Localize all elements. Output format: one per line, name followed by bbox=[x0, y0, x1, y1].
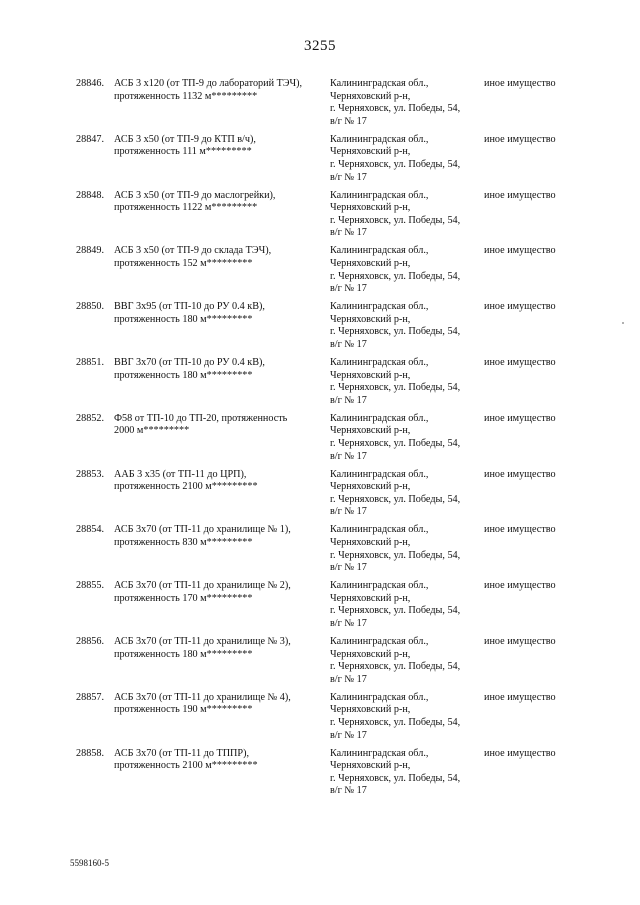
address-line: Калининградская обл., bbox=[330, 468, 429, 480]
entry-address bbox=[330, 357, 480, 407]
entry-description bbox=[114, 636, 324, 661]
address-line: г. Черняховск, ул. Победы, 54, bbox=[330, 270, 461, 282]
entry-description bbox=[114, 245, 324, 270]
entry-description bbox=[114, 748, 324, 773]
address-line: в/г № 17 bbox=[330, 785, 367, 797]
address-line: г. Черняховск, ул. Победы, 54, bbox=[330, 382, 461, 394]
entry-description bbox=[114, 580, 324, 605]
description-line: 2000 м********* bbox=[114, 425, 190, 437]
description-line: АСБ 3х70 (от ТП-11 до хранилище № 2), bbox=[114, 580, 291, 592]
description-line: АСБ 3 х50 (от ТП-9 до маслогрейки), bbox=[114, 189, 276, 201]
entry-description bbox=[114, 357, 324, 382]
entry-address bbox=[330, 636, 480, 686]
address-line: г. Черняховск, ул. Победы, 54, bbox=[330, 437, 461, 449]
address-line: г. Черняховск, ул. Победы, 54, bbox=[330, 103, 461, 115]
entry-number: 28849. bbox=[76, 245, 105, 257]
entry-number: 28852. bbox=[76, 412, 105, 424]
address-line: г. Черняховск, ул. Победы, 54, bbox=[330, 549, 461, 561]
entry-property-type: иное имущество bbox=[484, 78, 556, 89]
registry-entry bbox=[0, 413, 640, 469]
entry-description bbox=[114, 78, 324, 103]
address-line: г. Черняховск, ул. Победы, 54, bbox=[330, 716, 461, 728]
address-line: Калининградская обл., bbox=[330, 245, 429, 257]
entry-address bbox=[330, 245, 480, 295]
address-line: г. Черняховск, ул. Победы, 54, bbox=[330, 326, 461, 338]
entry-property-type: иное имущество bbox=[484, 245, 556, 257]
description-line: ААБ 3 х35 (от ТП-11 до ЦРП), bbox=[114, 468, 247, 480]
entry-number: 28847. bbox=[76, 133, 105, 145]
registry-entry bbox=[0, 134, 640, 190]
scan-speck bbox=[622, 322, 624, 324]
entry-property-type: иное имущество bbox=[484, 468, 556, 480]
description-line: протяженность 2100 м********* bbox=[114, 760, 258, 772]
entry-property-type: иное имущество bbox=[484, 747, 556, 759]
description-line: Ф58 от ТП-10 до ТП-20, протяженность bbox=[114, 412, 288, 424]
page-number: 3255 bbox=[304, 38, 336, 54]
address-line: в/г № 17 bbox=[330, 115, 367, 127]
address-line: Калининградская обл., bbox=[330, 133, 429, 145]
address-line: Калининградская обл., bbox=[330, 301, 429, 313]
entry-property-type: иное имущество bbox=[484, 301, 556, 313]
entry-number: 28853. bbox=[76, 468, 105, 480]
entry-description bbox=[114, 190, 324, 215]
entry-address bbox=[330, 413, 480, 463]
entry-address bbox=[330, 134, 480, 184]
entry-number: 28856. bbox=[76, 635, 105, 647]
address-line: в/г № 17 bbox=[330, 227, 367, 239]
address-line: в/г № 17 bbox=[330, 394, 367, 406]
entry-property-type: иное имущество bbox=[484, 691, 556, 703]
description-line: АСБ 3х70 (от ТП-11 до хранилище № 4), bbox=[114, 691, 291, 703]
address-line: г. Черняховск, ул. Победы, 54, bbox=[330, 158, 461, 170]
entry-address bbox=[330, 78, 480, 128]
registry-entry bbox=[0, 190, 640, 246]
description-line: протяженность 111 м********* bbox=[114, 146, 252, 158]
registry-entry bbox=[0, 524, 640, 580]
registry-entry bbox=[0, 245, 640, 301]
address-line: г. Черняховск, ул. Победы, 54, bbox=[330, 214, 461, 226]
entry-property-type: иное имущество bbox=[484, 133, 556, 145]
entry-number: 28851. bbox=[76, 356, 105, 368]
address-line: Калининградская обл., bbox=[330, 356, 429, 368]
address-line: в/г № 17 bbox=[330, 729, 367, 741]
description-line: протяженность 180 м********* bbox=[114, 313, 253, 325]
registry-entry bbox=[0, 357, 640, 413]
entry-description bbox=[114, 134, 324, 159]
address-line: Калининградская обл., bbox=[330, 189, 429, 201]
entries-list bbox=[0, 78, 640, 803]
registry-entry bbox=[0, 748, 640, 804]
address-line: г. Черняховск, ул. Победы, 54, bbox=[330, 661, 461, 673]
address-line: Черняховский р-н, bbox=[330, 760, 411, 772]
entry-property-type: иное имущество bbox=[484, 356, 556, 368]
address-line: в/г № 17 bbox=[330, 450, 367, 462]
description-line: АСБ 3 х50 (от ТП-9 до склада ТЭЧ), bbox=[114, 245, 272, 257]
entry-property-type: иное имущество bbox=[484, 189, 556, 201]
entry-address bbox=[330, 692, 480, 742]
address-line: в/г № 17 bbox=[330, 338, 367, 350]
entry-property-type: иное имущество bbox=[484, 524, 556, 536]
description-line: АСБ 3х70 (от ТП-11 до хранилище № 3), bbox=[114, 635, 291, 647]
address-line: г. Черняховск, ул. Победы, 54, bbox=[330, 772, 461, 784]
address-line: Черняховский р-н, bbox=[330, 425, 411, 437]
address-line: Черняховский р-н, bbox=[330, 313, 411, 325]
description-line: протяженность 190 м********* bbox=[114, 704, 253, 716]
description-line: АСБ 3х70 (от ТП-11 до ТППР), bbox=[114, 747, 250, 759]
entry-description bbox=[114, 524, 324, 549]
entry-address bbox=[330, 190, 480, 240]
registry-entry bbox=[0, 636, 640, 692]
address-line: в/г № 17 bbox=[330, 617, 367, 629]
description-line: протяженность 152 м********* bbox=[114, 257, 253, 269]
address-line: Калининградская обл., bbox=[330, 635, 429, 647]
entry-address bbox=[330, 301, 480, 351]
description-line: протяженность 830 м********* bbox=[114, 536, 253, 548]
address-line: Черняховский р-н, bbox=[330, 146, 411, 158]
entry-number: 28848. bbox=[76, 189, 105, 201]
entry-number: 28846. bbox=[76, 78, 105, 89]
entry-description bbox=[114, 301, 324, 326]
registry-entry bbox=[0, 692, 640, 748]
address-line: в/г № 17 bbox=[330, 171, 367, 183]
description-line: протяженность 1132 м********* bbox=[114, 90, 258, 102]
description-line: протяженность 2100 м********* bbox=[114, 481, 258, 493]
entry-address bbox=[330, 524, 480, 574]
entry-number: 28858. bbox=[76, 747, 105, 759]
address-line: Калининградская обл., bbox=[330, 747, 429, 759]
address-line: Черняховский р-н, bbox=[330, 481, 411, 493]
entry-description bbox=[114, 413, 324, 438]
address-line: в/г № 17 bbox=[330, 673, 367, 685]
address-line: Калининградская обл., bbox=[330, 524, 429, 536]
description-line: ВВГ 3х95 (от ТП-10 до РУ 0.4 кВ), bbox=[114, 301, 265, 313]
entry-address bbox=[330, 748, 480, 798]
registry-entry bbox=[0, 469, 640, 525]
address-line: Черняховский р-н, bbox=[330, 202, 411, 214]
address-line: в/г № 17 bbox=[330, 506, 367, 518]
description-line: АСБ 3 х120 (от ТП-9 до лабораторий ТЭЧ), bbox=[114, 78, 303, 89]
description-line: протяженность 180 м********* bbox=[114, 369, 253, 381]
footer-code: 5598160-5 bbox=[70, 858, 109, 868]
entry-property-type: иное имущество bbox=[484, 635, 556, 647]
description-line: протяженность 180 м********* bbox=[114, 648, 253, 660]
entry-description bbox=[114, 469, 324, 494]
address-line: Калининградская обл., bbox=[330, 78, 429, 89]
address-line: г. Черняховск, ул. Победы, 54, bbox=[330, 493, 461, 505]
address-line: Калининградская обл., bbox=[330, 580, 429, 592]
address-line: Калининградская обл., bbox=[330, 691, 429, 703]
address-line: Черняховский р-н, bbox=[330, 704, 411, 716]
entry-number: 28857. bbox=[76, 691, 105, 703]
entry-number: 28854. bbox=[76, 524, 105, 536]
address-line: Черняховский р-н, bbox=[330, 648, 411, 660]
entry-property-type: иное имущество bbox=[484, 412, 556, 424]
description-line: АСБ 3х70 (от ТП-11 до хранилище № 1), bbox=[114, 524, 291, 536]
entry-address bbox=[330, 469, 480, 519]
address-line: в/г № 17 bbox=[330, 283, 367, 295]
entry-address bbox=[330, 580, 480, 630]
entry-number: 28850. bbox=[76, 301, 105, 313]
address-line: г. Черняховск, ул. Победы, 54, bbox=[330, 605, 461, 617]
registry-entry bbox=[0, 301, 640, 357]
address-line: Черняховский р-н, bbox=[330, 369, 411, 381]
address-line: в/г № 17 bbox=[330, 562, 367, 574]
description-line: ВВГ 3х70 (от ТП-10 до РУ 0.4 кВ), bbox=[114, 356, 265, 368]
address-line: Калининградская обл., bbox=[330, 412, 429, 424]
registry-entry bbox=[0, 580, 640, 636]
entry-property-type: иное имущество bbox=[484, 580, 556, 592]
address-line: Черняховский р-н, bbox=[330, 90, 411, 102]
entry-number: 28855. bbox=[76, 580, 105, 592]
entry-description bbox=[114, 692, 324, 717]
address-line: Черняховский р-н, bbox=[330, 592, 411, 604]
registry-entry bbox=[0, 78, 640, 134]
description-line: протяженность 170 м********* bbox=[114, 592, 253, 604]
description-line: АСБ 3 х50 (от ТП-9 до КТП в/ч), bbox=[114, 133, 256, 145]
address-line: Черняховский р-н, bbox=[330, 536, 411, 548]
address-line: Черняховский р-н, bbox=[330, 257, 411, 269]
description-line: протяженность 1122 м********* bbox=[114, 202, 258, 214]
